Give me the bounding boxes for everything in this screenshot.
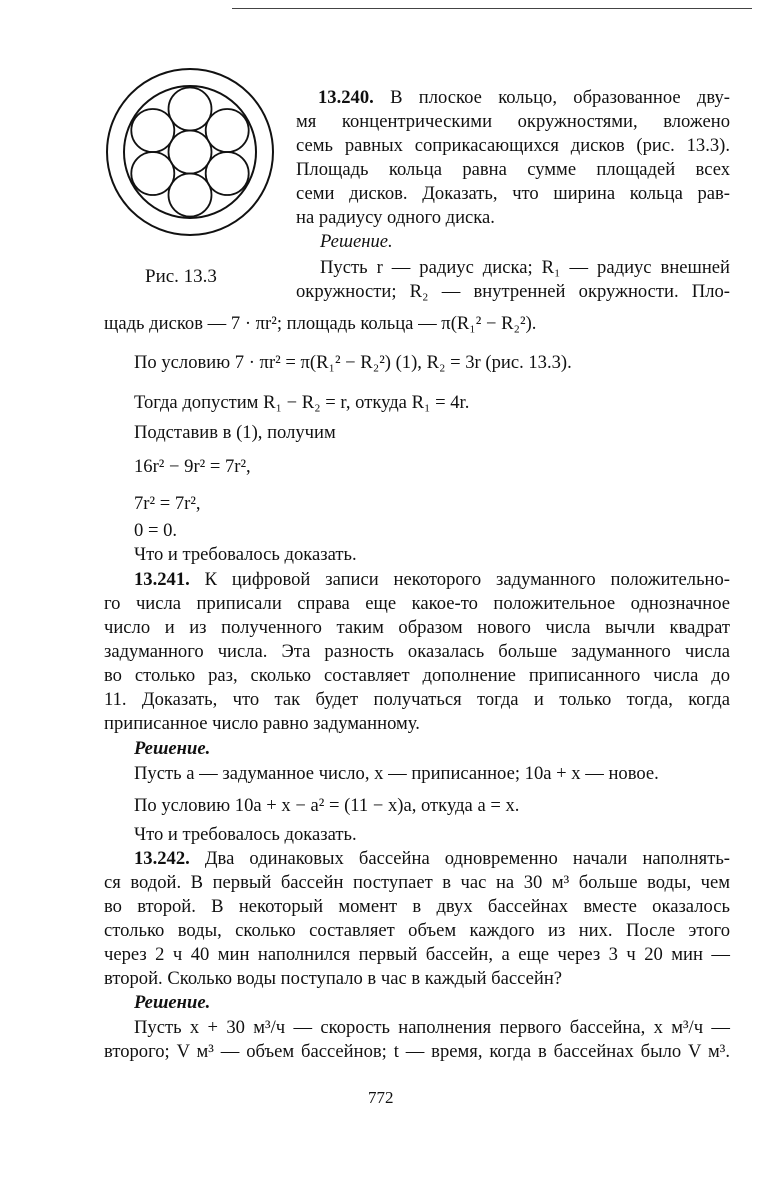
problem-242-line-4: столько воды, сколько составляет объем каждого из них. После этого [104, 920, 730, 941]
problem-240-line-2: мя концентрическими окружностями, вложено [296, 111, 730, 132]
problem-242-line-2: ся водой. В первый бассейн поступает в час на 30 м³ больше воды, чем [104, 872, 730, 893]
disk [169, 174, 212, 217]
problem-241-line-7: приписанное число равно задуманному. [104, 713, 420, 734]
problem-240-number: 13.240. [318, 87, 374, 108]
figure-caption: Рис. 13.3 [145, 266, 217, 287]
problem-240-equation-1: По условию 7 · πr² = π(R₁² − R₂²) (1), R₂ = 3r (рис. 13.3). [134, 352, 572, 373]
header-rule [232, 8, 752, 9]
disk [169, 88, 212, 131]
problem-242-line-3: во второй. В некоторый момент в двух бассейнах вместе оказалось [104, 896, 730, 917]
problem-242-solution-label: Решение. [134, 992, 211, 1013]
page-number: 772 [368, 1088, 394, 1107]
problem-240-line-1: 13.240. В плоское кольцо, образованное дву- [318, 87, 731, 108]
problem-241-conclusion: Что и требовалось доказать. [134, 824, 357, 845]
problem-242-solution-line-2: второго; V м³ — объем бассейнов; t — время, когда в бассейнах было V м³. [104, 1041, 730, 1062]
problem-240-line-3: семь равных соприкасающихся дисков (рис. 13.3). [296, 135, 730, 156]
problem-241-line-4: задуманного числа. Эта разность оказалась больше задуманного числа [104, 641, 730, 662]
problem-240-solution-line-2: окружности; R₂ — внутренней окружности. Пло- [296, 281, 730, 302]
problem-241-line-2: го числа приписали справа еще какое-то положительное однозначное [104, 593, 730, 614]
problem-240-line-5: семи дисков. Доказать, что ширина кольца рав- [296, 183, 730, 204]
inner-circle [124, 86, 256, 218]
problem-240-line-4: Площадь кольца равна сумме площадей всех [296, 159, 730, 180]
problem-242-number: 13.242. [134, 848, 190, 869]
disk [131, 152, 174, 195]
disk-center [169, 131, 212, 174]
problem-242-line-5: через 2 ч 40 мин наполнился первый бассейн, а еще через 3 ч 20 мин — [104, 944, 730, 965]
problem-240-line-6: на радиусу одного диска. [296, 207, 495, 228]
problem-242-line-6: второй. Сколько воды поступало в час в каждый бассейн? [104, 968, 563, 989]
problem-240-equation-3: 7r² = 7r², [134, 493, 201, 514]
problem-241-line-5: во столько раз, сколько составляет дополнение приписанного числа до [104, 665, 730, 686]
disk [206, 109, 249, 152]
problem-241-line-6: 11. Доказать, что так будет получаться тогда и только тогда, когда [104, 689, 730, 710]
ring-with-seven-disks-figure [104, 66, 276, 238]
problem-240-solution-line-3: щадь дисков — 7 · πr²; площадь кольца — π(R₁² − R₂²). [104, 313, 537, 334]
problem-241-line-1: 13.241. К цифровой записи некоторого задуманного положительно- [134, 569, 730, 590]
problem-241-number: 13.241. [134, 569, 190, 590]
problem-242-line-1: 13.242. Два одинаковых бассейна одновременно начали наполнять- [134, 848, 730, 869]
problem-241-line-3: число и из полученного таким образом нового числа вычли квадрат [104, 617, 730, 638]
problem-241-solution-label: Решение. [134, 738, 211, 759]
problem-241-equation: По условию 10a + x − a² = (11 − x)a, откуда a = x. [134, 795, 520, 816]
disk [206, 152, 249, 195]
outer-circle [107, 69, 273, 235]
problem-242-solution-line-1: Пусть x + 30 м³/ч — скорость наполнения первого бассейна, x м³/ч — [134, 1017, 730, 1038]
problem-240-solution-label: Решение. [320, 231, 393, 252]
problem-240-solution-line-5: Тогда допустим R₁ − R₂ = r, откуда R₁ = 4r. [134, 392, 470, 413]
problem-241-solution-line-1: Пусть a — задуманное число, x — приписанное; 10a + x — новое. [134, 763, 659, 784]
problem-240-conclusion: Что и требовалось доказать. [134, 544, 357, 565]
problem-240-equation-2: 16r² − 9r² = 7r², [134, 456, 251, 477]
problem-240-solution-line-1: Пусть r — радиус диска; R₁ — радиус внешней [320, 257, 730, 278]
disk [131, 109, 174, 152]
problem-240-solution-line-6: Подставив в (1), получим [134, 422, 336, 443]
problem-240-equation-4: 0 = 0. [134, 520, 178, 541]
